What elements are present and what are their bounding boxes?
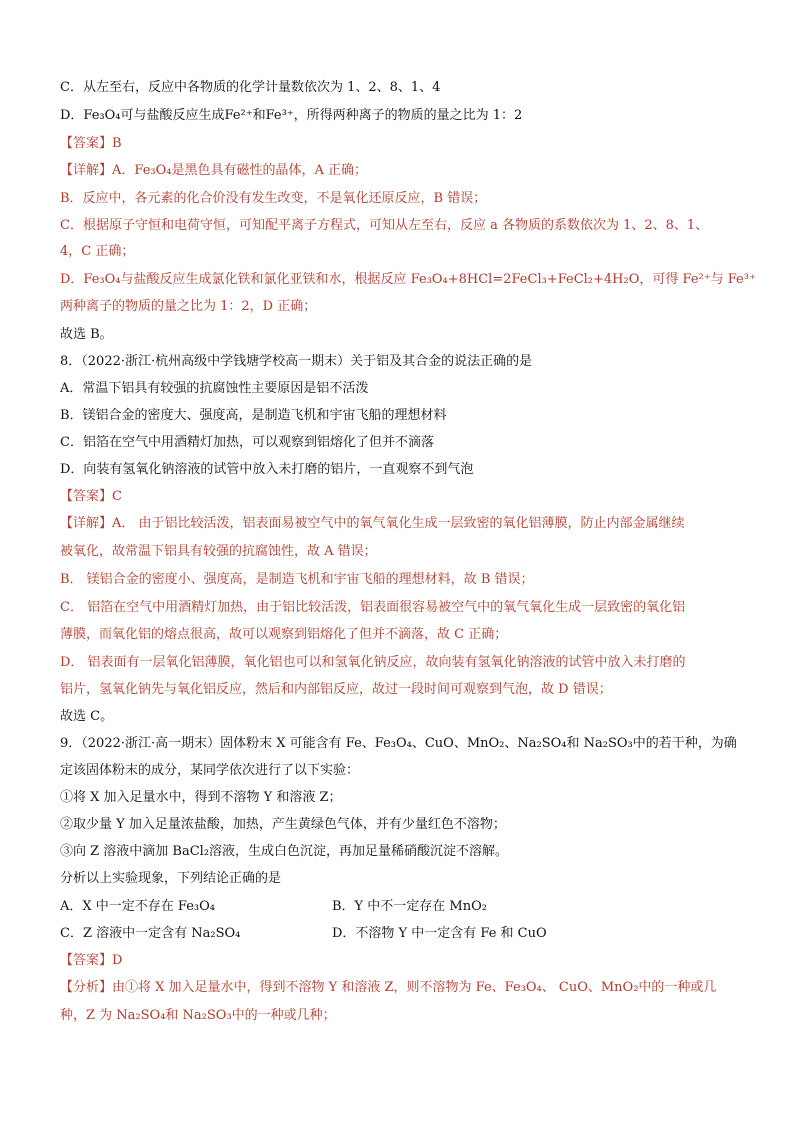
q9-stem-line: 定该固体粉末的成分，某同学依次进行了以下实验： <box>60 763 360 778</box>
q7-answer: 【答案】B <box>60 136 122 151</box>
q7-option-d: D．Fe₃O₄可与盐酸反应生成Fe²⁺和Fe³⁺，所得两种离子的物质的量之比为 1：2 <box>60 108 523 123</box>
q9-analysis-line: 【分析】由①将 X 加入足量水中，得到不溶物 Y 和溶液 Z，则不溶物为 Fe、Fe₃O₄、 CuO、MnO₂中的一种或几 <box>60 980 717 995</box>
q9-option-c: C．Z 溶液中一定含有 Na₂SO₄ <box>60 926 241 941</box>
q7-detail-line: 两种离子的物质的量之比为 1：2，D 正确； <box>60 299 317 314</box>
q7-detail-line: D．Fe₃O₄与盐酸反应生成氯化铁和氯化亚铁和水，根据反应 Fe₃O₄+8HCl=2FeCl₃+FeCl₂+4H₂O，可得 Fe²⁺与 Fe³⁺ <box>60 272 756 287</box>
q8-detail-line: 铝片，氢氧化钠先与氧化铝反应，然后和内部铝反应，故过一段时间可观察到气泡，故 D 错误； <box>60 682 612 697</box>
q8-detail-line: B． 镁铝合金的密度小、强度高，是制造飞机和宇宙飞船的理想材料，故 B 错误； <box>60 572 534 587</box>
q9-experiment-3: ③向 Z 溶液中滴加 BaCl₂溶液，生成白色沉淀，再加足量稀硝酸沉淀不溶解。 <box>60 844 509 859</box>
q9-answer: 【答案】D <box>60 953 123 968</box>
q8-option-d: D．向装有氢氧化钠溶液的试管中放入未打磨的铝片，一直观察不到气泡 <box>60 462 474 477</box>
q8-detail-line: C． 铝箔在空气中用酒精灯加热，由于铝比较活泼，铝表面很容易被空气中的氧气氧化生成一层致密的氧化铝 <box>60 600 686 615</box>
q7-detail-line: B．反应中，各元素的化合价没有发生改变，不是氧化还原反应，B 错误； <box>60 191 487 206</box>
q9-prompt: 分析以上实验现象，下列结论正确的是 <box>60 871 282 886</box>
q9-option-b: B．Y 中不一定存在 MnO₂ <box>332 899 487 914</box>
q7-detail-line: 4，C 正确； <box>60 244 135 259</box>
q9-experiment-2: ②取少量 Y 加入足量浓盐酸，加热，产生黄绿色气体，并有少量红色不溶物； <box>60 817 506 832</box>
q8-conclusion: 故选 C。 <box>60 709 114 724</box>
q7-option-c: C．从左至右，反应中各物质的化学计量数依次为 1、2、8、1、4 <box>60 80 441 95</box>
q9-option-d: D．不溶物 Y 中一定含有 Fe 和 CuO <box>332 926 547 941</box>
q8-detail-line: D． 铝表面有一层氧化铝薄膜，氧化铝也可以和氢氧化钠反应，故向装有氢氧化钠溶液的试管中放入未打磨的 <box>60 655 686 670</box>
q8-stem: 8．（2022·浙江·杭州高级中学钱塘学校高一期末）关于铝及其合金的说法正确的是 <box>60 354 533 369</box>
q8-option-c: C．铝箔在空气中用酒精灯加热，可以观察到铝熔化了但并不滴落 <box>60 435 434 450</box>
q9-analysis-line: 种，Z 为 Na₂SO₄和 Na₂SO₃中的一种或几种； <box>60 1008 336 1023</box>
q8-detail-line: 【详解】A． 由于铝比较活泼，铝表面易被空气中的氧气氧化生成一层致密的氧化铝薄膜，防止内部金属继续 <box>60 516 685 531</box>
q8-detail-line: 薄膜，而氧化铝的熔点很高，故可以观察到铝熔化了但并不滴落，故 C 正确； <box>60 627 508 642</box>
q7-detail-line: C．根据原子守恒和电荷守恒，可知配平离子方程式，可知从左至右，反应 a 各物质的系数依次为 1、2、8、1、 <box>60 218 709 233</box>
q8-answer: 【答案】C <box>60 489 122 504</box>
q7-conclusion: 故选 B。 <box>60 327 113 342</box>
q8-option-a: A．常温下铝具有较强的抗腐蚀性主要原因是铝不活泼 <box>60 381 369 396</box>
q8-detail-line: 被氧化，故常温下铝具有较强的抗腐蚀性，故 A 错误； <box>60 544 377 559</box>
q8-option-b: B．镁铝合金的密度大、强度高，是制造飞机和宇宙飞船的理想材料 <box>60 408 447 423</box>
q9-stem-line: 9．（2022·浙江·高一期末）固体粉末 X 可能含有 Fe、Fe₃O₄、CuO、MnO₂、Na₂SO₄和 Na₂SO₃中的若干种，为确 <box>60 736 737 751</box>
q7-detail-line: 【详解】A．Fe₃O₄是黑色具有磁性的晶体，A 正确； <box>60 163 367 178</box>
q9-option-a: A．X 中一定不存在 Fe₃O₄ <box>60 899 215 914</box>
q9-experiment-1: ①将 X 加入足量水中，得到不溶物 Y 和溶液 Z； <box>60 790 342 805</box>
